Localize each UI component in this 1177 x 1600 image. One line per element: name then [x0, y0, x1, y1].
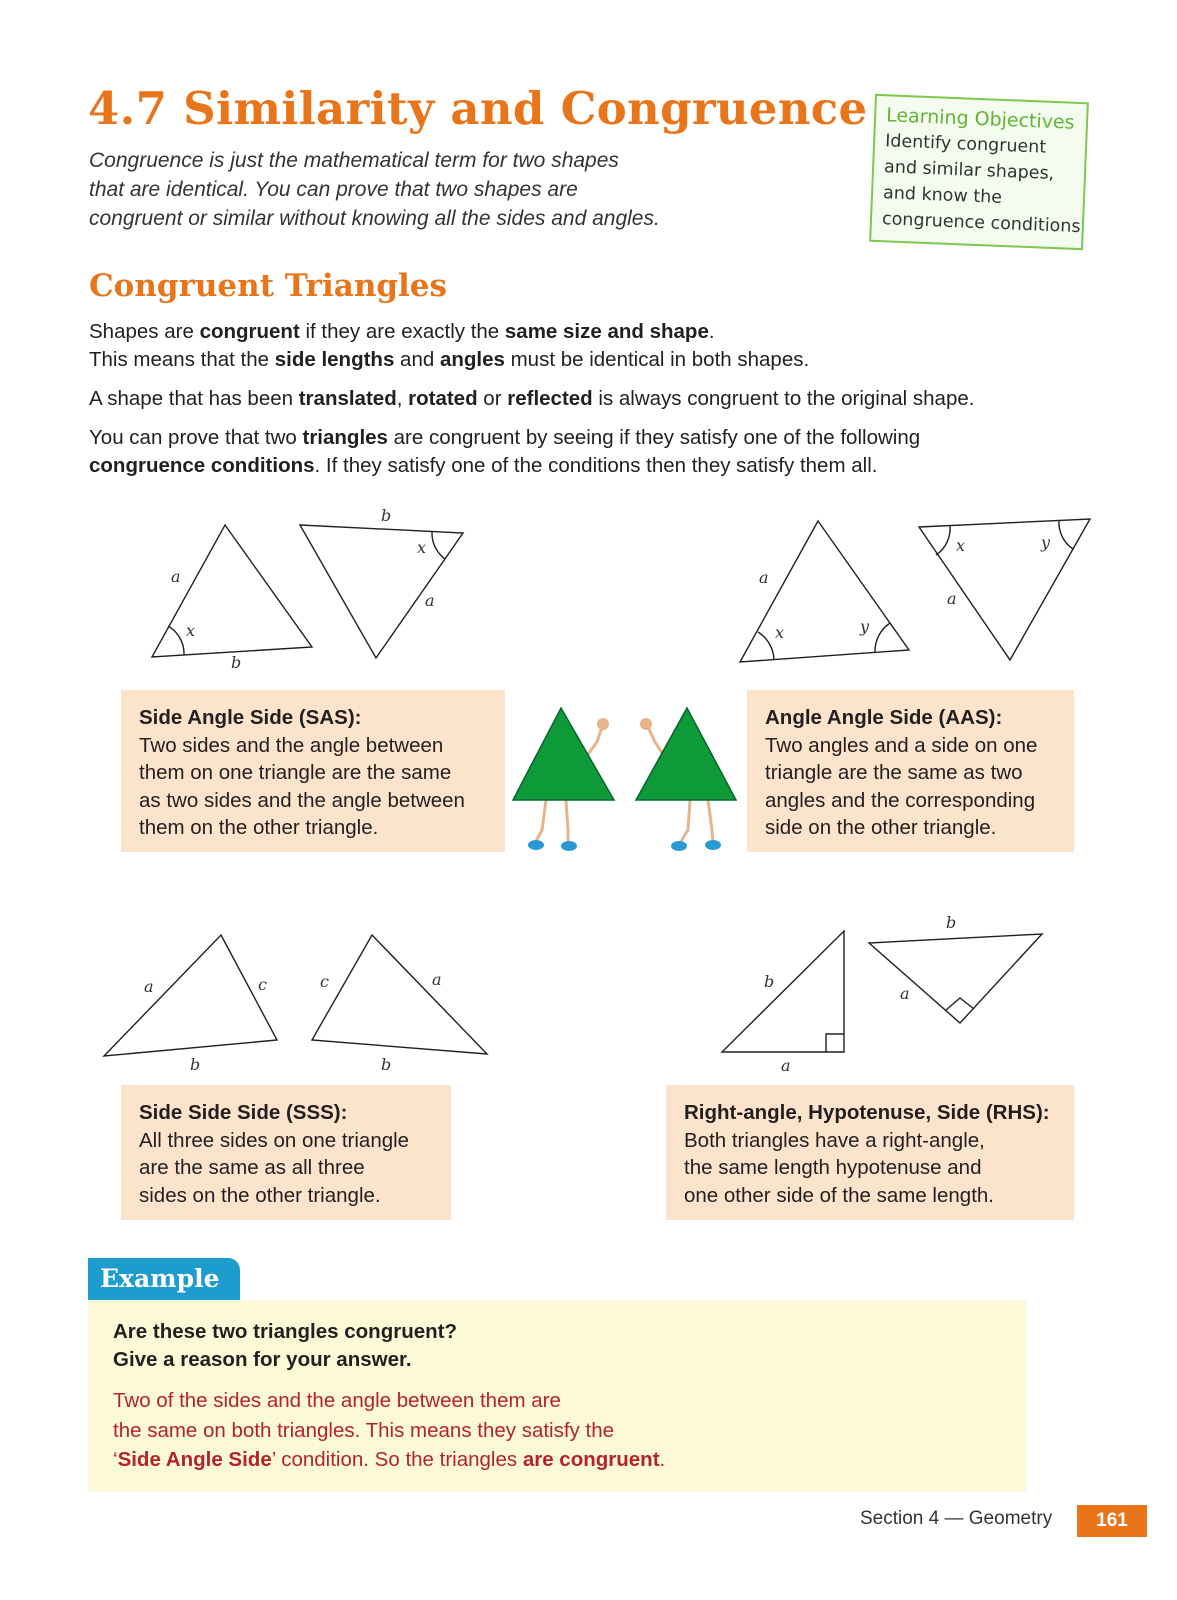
- rhs-label-a2: a: [900, 984, 910, 1003]
- sss-condition-box: Side Side Side (SSS): All three sides on one triangle are the same as all three sides on the other triangle.: [121, 1085, 451, 1220]
- rhs-label-a1: a: [781, 1056, 791, 1075]
- aas-label-y2: y: [1041, 533, 1051, 552]
- learning-objectives-title: Learning Objectives: [885, 104, 1076, 134]
- aas-angle-mark-2a: [936, 526, 950, 555]
- aas-condition-box: Angle Angle Side (AAS): Two angles and a side on one triangle are the same as two angles and the corresponding side on the other triangle.: [747, 690, 1074, 852]
- rhs-label-b1: b: [764, 972, 775, 991]
- learning-objectives-box: Learning Objectives Identify congruent and similar shapes, and know the congruence conditions: [869, 94, 1089, 250]
- page-title: 4.7 Similarity and Congruence: [88, 82, 868, 135]
- sss-triangle-2: [312, 935, 487, 1054]
- sss-label-b2: b: [381, 1055, 392, 1074]
- aas-angle-mark-1a: [758, 632, 774, 660]
- aas-label-y1: y: [860, 617, 870, 636]
- aas-angle-mark-1b: [875, 623, 890, 652]
- sas-triangle-2: [300, 525, 463, 658]
- sas-label-b2: b: [381, 506, 392, 525]
- rhs-condition-box: Right-angle, Hypotenuse, Side (RHS): Both triangles have a right-angle, the same length hypotenuse and one other side of the same length.: [666, 1085, 1074, 1220]
- rhs-right-angle-1: [826, 1034, 844, 1052]
- aas-label-x1: x: [775, 623, 785, 642]
- sss-label-a1: a: [144, 977, 154, 996]
- sss-label-c1: c: [258, 975, 267, 994]
- paragraph-transformations: A shape that has been translated, rotated or reflected is always congruent to the original shape.: [89, 387, 975, 410]
- paragraph-definition: Shapes are congruent if they are exactly the same size and shape. This means that the side lengths and angles must be identical in both shapes.: [89, 320, 810, 371]
- sas-label-x1: x: [186, 621, 196, 640]
- sss-label-b1: b: [190, 1055, 201, 1074]
- page-number: 161: [1077, 1505, 1147, 1537]
- sas-label-a1: a: [171, 567, 181, 586]
- sas-angle-mark-2: [432, 532, 445, 559]
- footer-section-label: Section 4 — Geometry: [860, 1508, 1053, 1529]
- intro-text: Congruence is just the mathematical term for two shapes that are identical. You can prove that two shapes are congruent or similar without knowing all the sides and angles.: [89, 149, 660, 230]
- aas-triangle-1: [740, 521, 909, 662]
- aas-label-x2: x: [956, 536, 966, 555]
- sss-label-a2: a: [432, 970, 442, 989]
- sas-angle-mark-1: [168, 626, 184, 655]
- example-tab: Example: [88, 1258, 240, 1300]
- rhs-right-angle-2: [946, 998, 974, 1010]
- example-answer: Two of the sides and the angle between them are the same on both triangles. This means they satisfy the ‘Side Angle Side’ condition. So the triangles are congruent.: [113, 1389, 666, 1471]
- rhs-triangle-2: [869, 934, 1042, 1023]
- sss-label-c2: c: [320, 972, 329, 991]
- mascot-triangles-illustration: [513, 708, 736, 851]
- aas-label-a1: a: [759, 568, 769, 587]
- rhs-label-b2: b: [946, 913, 957, 932]
- sas-condition-box: Side Angle Side (SAS): Two sides and the angle between them on one triangle are the same as two sides and the angle between them on the other triangle.: [121, 690, 505, 852]
- aas-angle-mark-2b: [1059, 520, 1073, 549]
- sas-label-x2: x: [417, 538, 427, 557]
- sas-triangle-1: [152, 525, 312, 657]
- aas-label-a2: a: [947, 589, 957, 608]
- example-question: Are these two triangles congruent? Give a reason for your answer.: [113, 1320, 457, 1371]
- sas-label-b1: b: [231, 653, 242, 672]
- section-heading: Congruent Triangles: [89, 268, 447, 304]
- sss-triangle-1: [104, 935, 277, 1056]
- sas-label-a2: a: [425, 591, 435, 610]
- paragraph-conditions: You can prove that two triangles are congruent by seeing if they satisfy one of the following congruence conditions. If they satisfy one of the conditions then they satisfy them all.: [89, 426, 921, 477]
